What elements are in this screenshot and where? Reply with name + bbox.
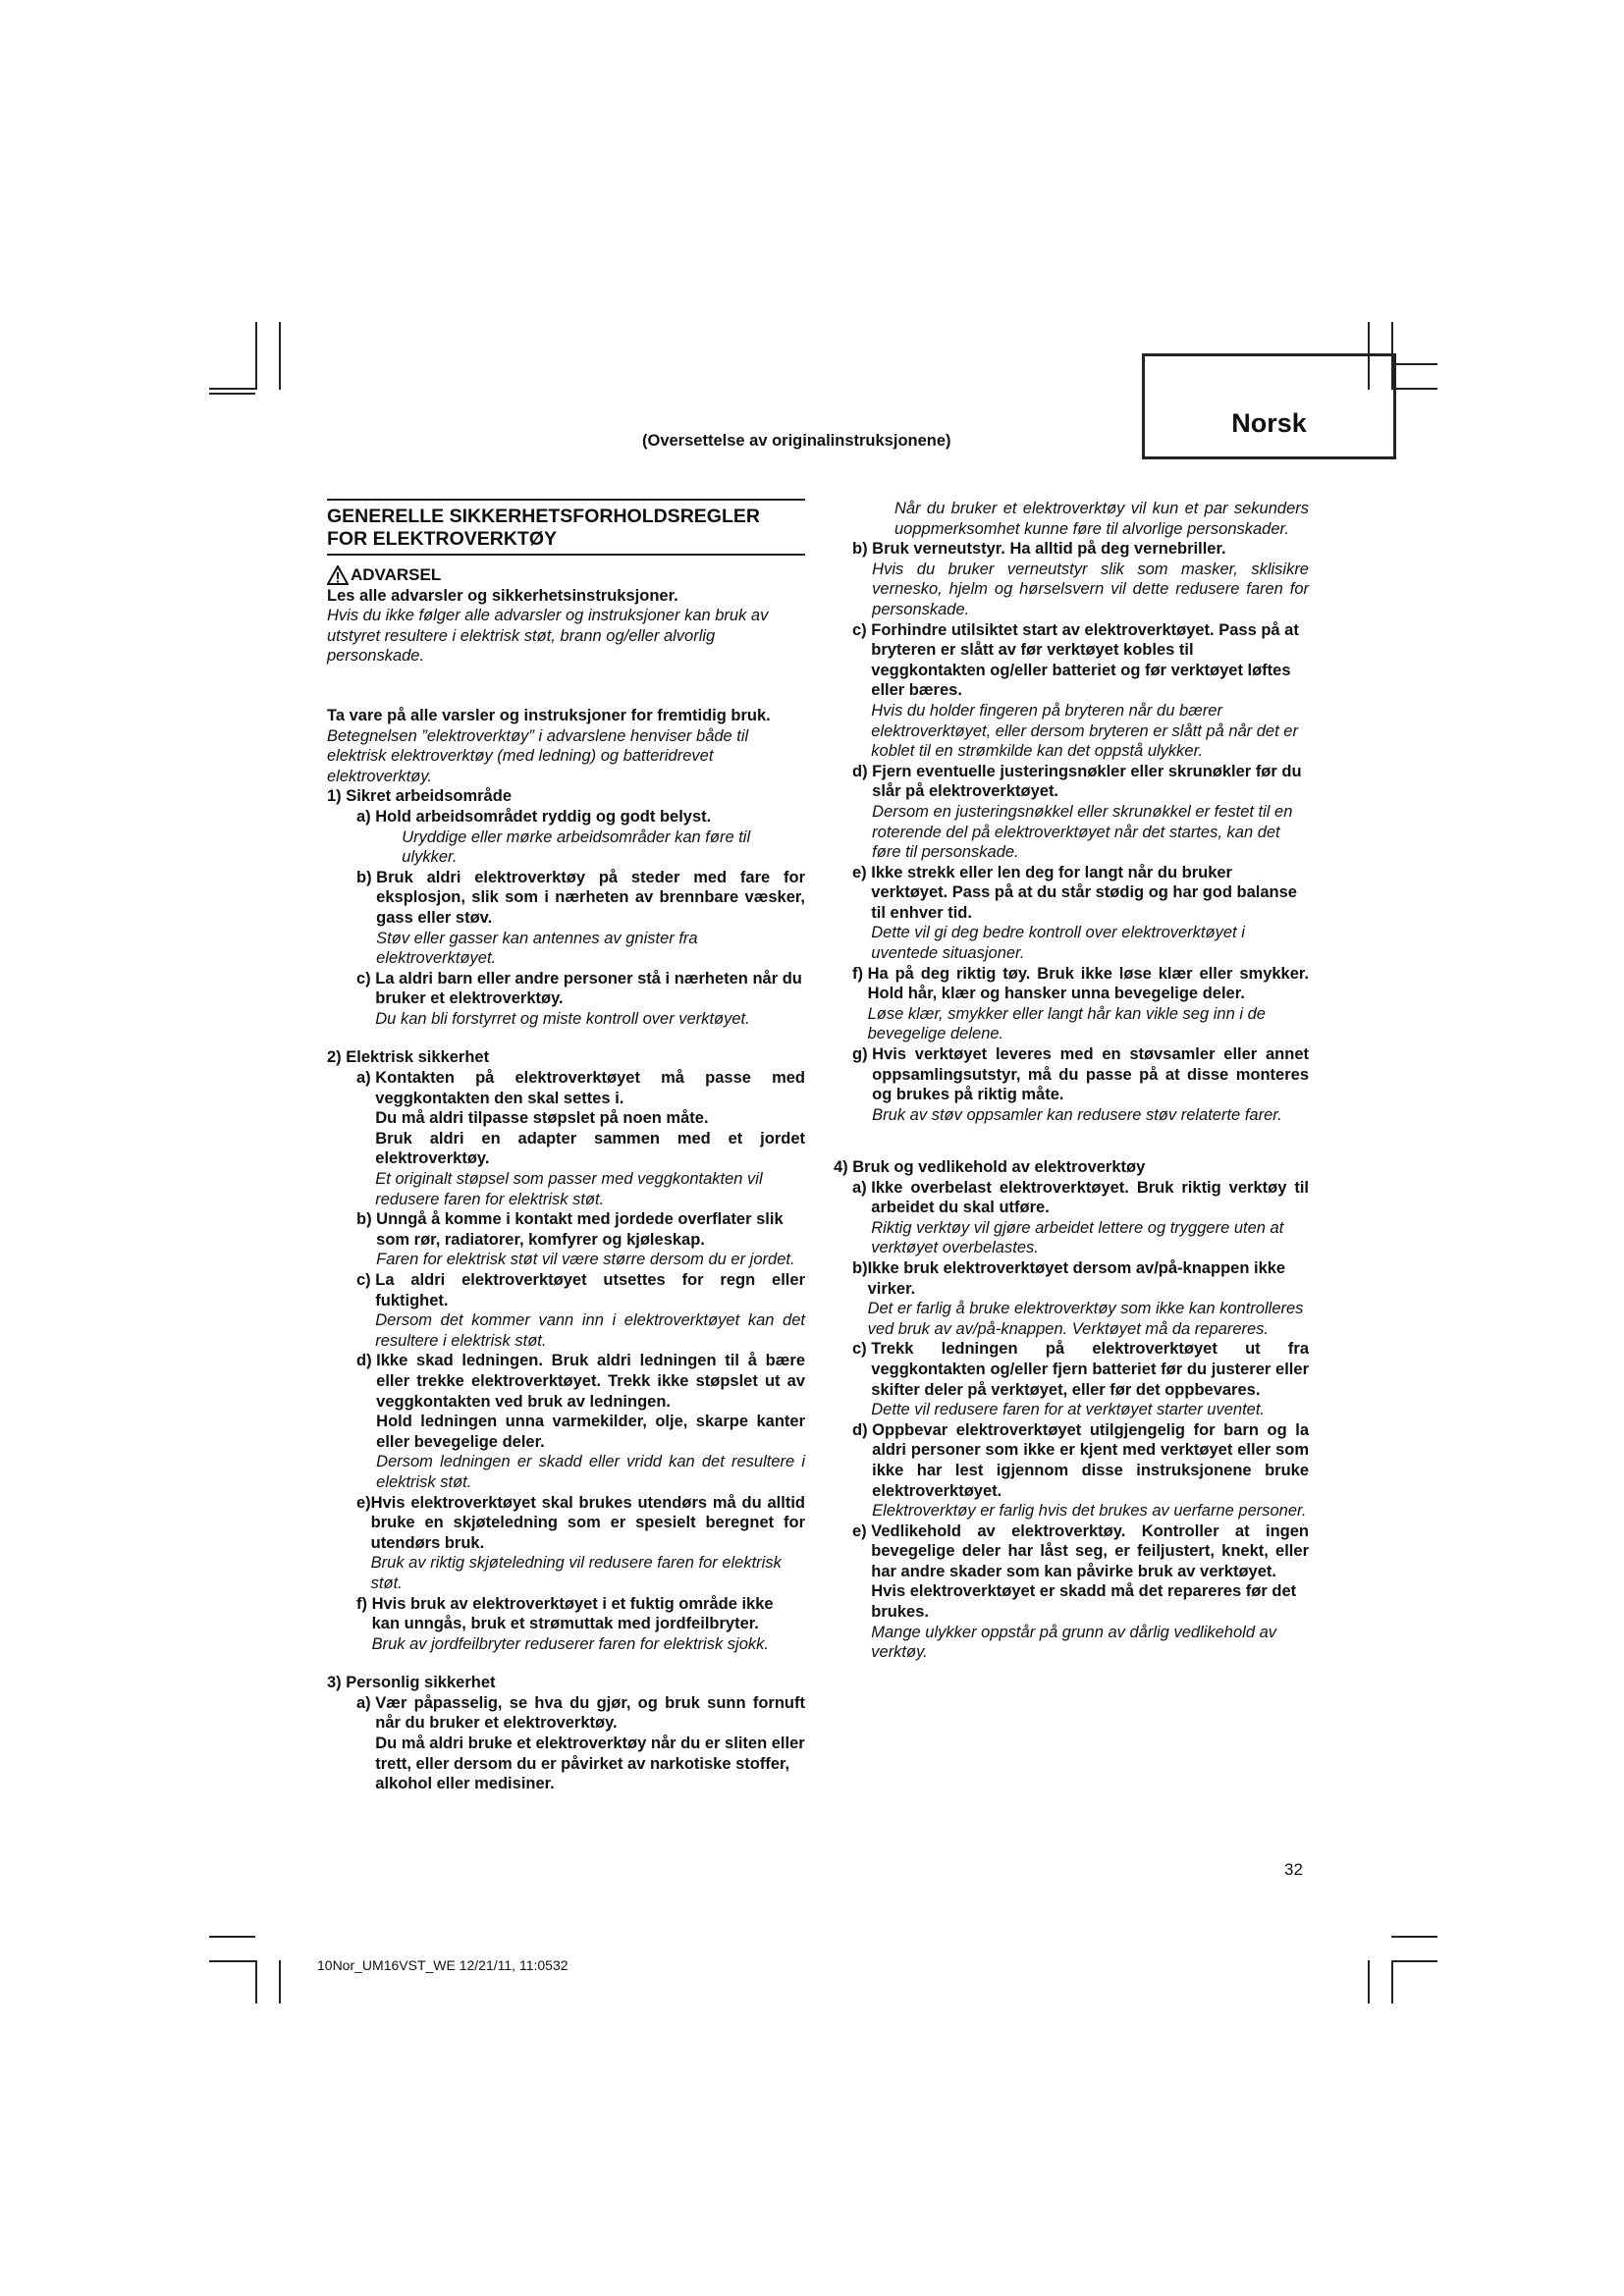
list-item: [852, 863, 1309, 964]
item-explanation: Løse klær, smykker eller langt hår kan vikle seg inn i de bevegelige delene.: [867, 1004, 1266, 1043]
list-item: [852, 1258, 1309, 1339]
item-explanation: Elektroverktøy er farlig hvis det brukes av uerfarne personer.: [872, 1502, 1307, 1521]
list-item: [356, 969, 805, 1030]
item-label: c): [852, 1340, 867, 1359]
item-explanation: Dersom en justeringsnøkkel eller skrunøkkel er festet til en roterende del på elektroverktøyet når det startes, kan det føre til personskade.: [872, 802, 1293, 862]
item-label: d): [356, 1352, 372, 1370]
left-column: [327, 499, 805, 1794]
keep-instructions-lead: Ta vare på alle varsler og instruksjoner for fremtidig bruk.: [327, 706, 771, 724]
list-item: [356, 1068, 805, 1209]
item-instruction: Hvis elektroverktøyet er skadd må det repareres før det brukes.: [871, 1582, 1297, 1622]
item-label: g): [852, 1045, 868, 1064]
item-instruction: Oppbevar elektroverktøyet utilgjengelig for barn og la aldri personer som ikke er kjent med verktøyet eller som ikke har lest igjennom disse instruksjonene bruke elektroverktøyet.: [872, 1420, 1309, 1500]
item-label: f): [852, 964, 863, 983]
keep-instructions-text: Betegnelsen ”elektroverktøy” i advarslene henviser både til elektrisk elektroverktøy (med ledning) og batteridrevet elektroverktøy.: [327, 726, 749, 785]
item-label: e): [852, 1522, 867, 1540]
item-label: b): [852, 540, 868, 559]
item-label: a): [356, 1693, 371, 1712]
item-label: a): [356, 1069, 371, 1088]
item-instruction: Trekk ledningen på elektroverktøyet ut fra veggkontakten og/eller fjern batteriet før du justerer eller skifter deler på verktøyet, eller før det oppbevares.: [871, 1340, 1309, 1399]
item-label: e): [356, 1493, 371, 1512]
list-item: [852, 1044, 1309, 1125]
item-explanation: Dersom ledningen er skadd eller vridd kan det resultere i elektrisk støt.: [376, 1453, 805, 1491]
item-explanation: Bruk av støv oppsamler kan redusere støv relaterte farer.: [872, 1105, 1282, 1124]
item-instruction: Hold arbeidsområdet ryddig og godt belyst.: [375, 807, 712, 826]
right-column: [834, 499, 1309, 1663]
item-instruction: Ikke bruk elektroverktøyet dersom av/på-knappen ikke virker.: [867, 1258, 1286, 1298]
item-explanation: Bruk av riktig skjøteledning vil redusere faren for elektrisk støt.: [370, 1554, 782, 1592]
warning-title: [327, 565, 805, 586]
item-label: d): [852, 1420, 868, 1439]
item-label: c): [852, 620, 867, 639]
item-instruction: Hvis verktøyet leveres med en støvsamler eller annet oppsamlingsutstyr, må du passe på at disse monteres og brukes på riktig måte.: [872, 1045, 1309, 1104]
item-explanation: Hvis du bruker verneutstyr slik som masker, sklisikre vernesko, hjelm og hørselsvern vil dette redusere faren for personskade.: [872, 560, 1309, 618]
item-label: c): [356, 1271, 371, 1289]
section-title: 2) Elektrisk sikkerhet: [327, 1048, 490, 1067]
language-label: Norsk: [1231, 408, 1307, 438]
list-item: [852, 1178, 1309, 1258]
list-item: [356, 807, 805, 868]
list-item: [852, 620, 1309, 762]
list-item: [852, 762, 1309, 863]
item-explanation: Hvis du holder fingeren på bryteren når du bærer elektroverktøyet, eller dersom bryteren er slått på når det er koblet til en strømkilde kan det oppstå ulykker.: [871, 701, 1298, 761]
list-item: [356, 1493, 805, 1594]
item-instruction: Du må aldri tilpasse støpslet på noen måte.: [375, 1109, 709, 1128]
list-item: [356, 1270, 805, 1351]
item-explanation: Når du bruker et elektroverktøy vil kun et par sekunders uoppmerksomhet kunne føre til alvorlige personskader.: [894, 500, 1309, 538]
section-heading: GENERELLE SIKKERHETSFORHOLDSREGLER FOR ELEKTROVERKTØY: [327, 499, 805, 556]
item-label: e): [852, 863, 867, 881]
item-instruction: Ikke strekk eller len deg for langt når du bruker verktøyet. Pass på at du står stødig og har god balanse til enhver tid.: [871, 863, 1297, 922]
list-item: [852, 1125, 1309, 1146]
item-instruction: Ikke overbelast elektroverktøyet. Bruk riktig verktøy til arbeidet du skal utføre.: [871, 1178, 1309, 1217]
translation-note: (Oversettelse av originalinstruksjonene): [642, 432, 951, 450]
item-explanation: Dette vil gi deg bedre kontroll over elektroverktøyet i uventede situasjoner.: [871, 924, 1245, 963]
language-tab: [1142, 353, 1396, 459]
item-instruction: Ikke skad ledningen. Bruk aldri ledningen til å bære eller trekke elektroverktøyet. Trekk ikke støpslet ut av veggkontakten ved bruk av ledningen.: [376, 1352, 805, 1411]
item-label: b): [356, 1210, 372, 1229]
item-instruction: Bruk aldri elektroverktøy på steder med fare for eksplosjon, slik som i nærheten av brennbare væsker, gass eller støv.: [376, 868, 805, 927]
item-instruction: Bruk verneutstyr. Ha alltid på deg vernebriller.: [872, 540, 1226, 559]
item-explanation: Dersom det kommer vann inn i elektroverktøyet kan det resultere i elektrisk støt.: [375, 1311, 805, 1350]
item-label: f): [356, 1594, 367, 1613]
item-label: b): [852, 1258, 868, 1277]
item-explanation: Støv eller gasser kan antennes av gnister fra elektroverktøyet.: [376, 929, 698, 968]
item-label: b): [356, 868, 372, 886]
item-instruction: Hvis bruk av elektroverktøyet i et fuktig område ikke kan unngås, bruk et strømuttak med jordfeilbryter.: [371, 1594, 774, 1633]
list-item: [852, 1522, 1309, 1663]
item-explanation: Bruk av jordfeilbryter reduserer faren for elektrisk sjokk.: [371, 1634, 769, 1653]
warning-text: Hvis du ikke følger alle advarsler og instruksjoner kan bruk av utstyret resultere i elektrisk støt, brann og/eller alvorlig personskade.: [327, 607, 769, 666]
item-label: d): [852, 762, 868, 780]
list-item: [356, 1209, 805, 1270]
page-number: 32: [1284, 1860, 1303, 1879]
item-explanation: Mange ulykker oppstår på grunn av dårlig vedlikehold av verktøy.: [871, 1623, 1277, 1662]
section-title: 1) Sikret arbeidsområde: [327, 787, 512, 806]
item-instruction: Forhindre utilsiktet start av elektroverktøyet. Pass på at bryteren er slått av før verktøyet kobles til veggkontakten og/eller batteriet og før verktøyet løftes eller bæres.: [871, 620, 1299, 700]
item-explanation: Dette vil redusere faren for at verktøyet starter uventet.: [871, 1401, 1266, 1419]
list-item: [852, 964, 1309, 1044]
list-item: [356, 1594, 805, 1655]
list-item: [852, 1339, 1309, 1419]
list-item: [356, 1693, 805, 1794]
list-item: [356, 1351, 805, 1492]
list-item: [356, 868, 805, 969]
item-instruction: Du må aldri bruke et elektroverktøy når du er sliten eller trett, eller dersom du er påvirket av narkotiske stoffer, alkohol eller medisiner.: [375, 1735, 805, 1793]
item-explanation: Faren for elektrisk støt vil være større dersom du er jordet.: [376, 1251, 795, 1269]
item-explanation: Det er farlig å bruke elektroverktøy som ikke kan kontrolleres ved bruk av av/på-knappen. Verktøyet må da repareres.: [867, 1300, 1304, 1338]
item-instruction: La aldri elektroverktøyet utsettes for regn eller fuktighet.: [375, 1271, 805, 1309]
item-instruction: Vedlikehold av elektroverktøy. Kontroller at ingen bevegelige deler har låst seg, er feiljustert, knekt, eller har andre skader som kan påvirke bruk av verktøyet.: [871, 1522, 1309, 1580]
item-explanation: Du kan bli forstyrret og miste kontroll over verktøyet.: [375, 1009, 750, 1028]
item-explanation: Uryddige eller mørke arbeidsområder kan føre til ulykker.: [402, 828, 751, 867]
print-job-code: 10Nor_UM16VST_WE 12/21/11, 11:0532: [317, 1957, 568, 1973]
item-instruction: Unngå å komme i kontakt med jordede overflater slik som rør, radiatorer, komfyrer og kjøleskap.: [376, 1210, 784, 1249]
item-instruction: Ha på deg riktig tøy. Bruk ikke løse klær eller smykker. Hold hår, klær og hansker unna bevegelige deler.: [867, 964, 1309, 1003]
item-instruction: Hvis elektroverktøyet skal brukes utendørs må du alltid bruke en skjøteledning som er spesielt beregnet for utendørs bruk.: [370, 1493, 805, 1552]
warning-triangle-icon: [327, 565, 349, 585]
warning-label: ADVARSEL: [351, 565, 442, 584]
item-instruction: Hold ledningen unna varmekilder, olje, skarpe kanter eller bevegelige deler.: [376, 1413, 805, 1451]
section-title: 3) Personlig sikkerhet: [327, 1674, 496, 1692]
item-instruction: Vær påpasselig, se hva du gjør, og bruk sunn fornuft når du bruker et elektroverktøy.: [375, 1693, 805, 1733]
item-instruction: La aldri barn eller andre personer stå i nærheten når du bruker et elektroverktøy.: [375, 969, 802, 1008]
item-instruction: Bruk aldri en adapter sammen med et jordet elektroverktøy.: [375, 1129, 805, 1168]
section-title: 4) Bruk og vedlikehold av elektroverktøy: [834, 1158, 1146, 1176]
list-item: [852, 539, 1309, 619]
warning-lead: Les alle advarsler og sikkerhetsinstruksjoner.: [327, 586, 678, 605]
list-item: [852, 1420, 1309, 1522]
item-instruction: Kontakten på elektroverktøyet må passe med veggkontakten den skal settes i.: [375, 1069, 805, 1107]
item-label: c): [356, 969, 371, 988]
item-explanation: Riktig verktøy vil gjøre arbeidet lettere og tryggere uten at verktøyet overbelastes.: [871, 1218, 1284, 1257]
item-explanation: Et originalt støpsel som passer med veggkontakten vil redusere faren for elektrisk støt.: [375, 1170, 763, 1208]
item-label: a): [356, 807, 371, 826]
item-instruction: Fjern eventuelle justeringsnøkler eller skrunøkler før du slår på elektroverktøyet.: [872, 762, 1302, 801]
item-label: a): [852, 1178, 867, 1197]
